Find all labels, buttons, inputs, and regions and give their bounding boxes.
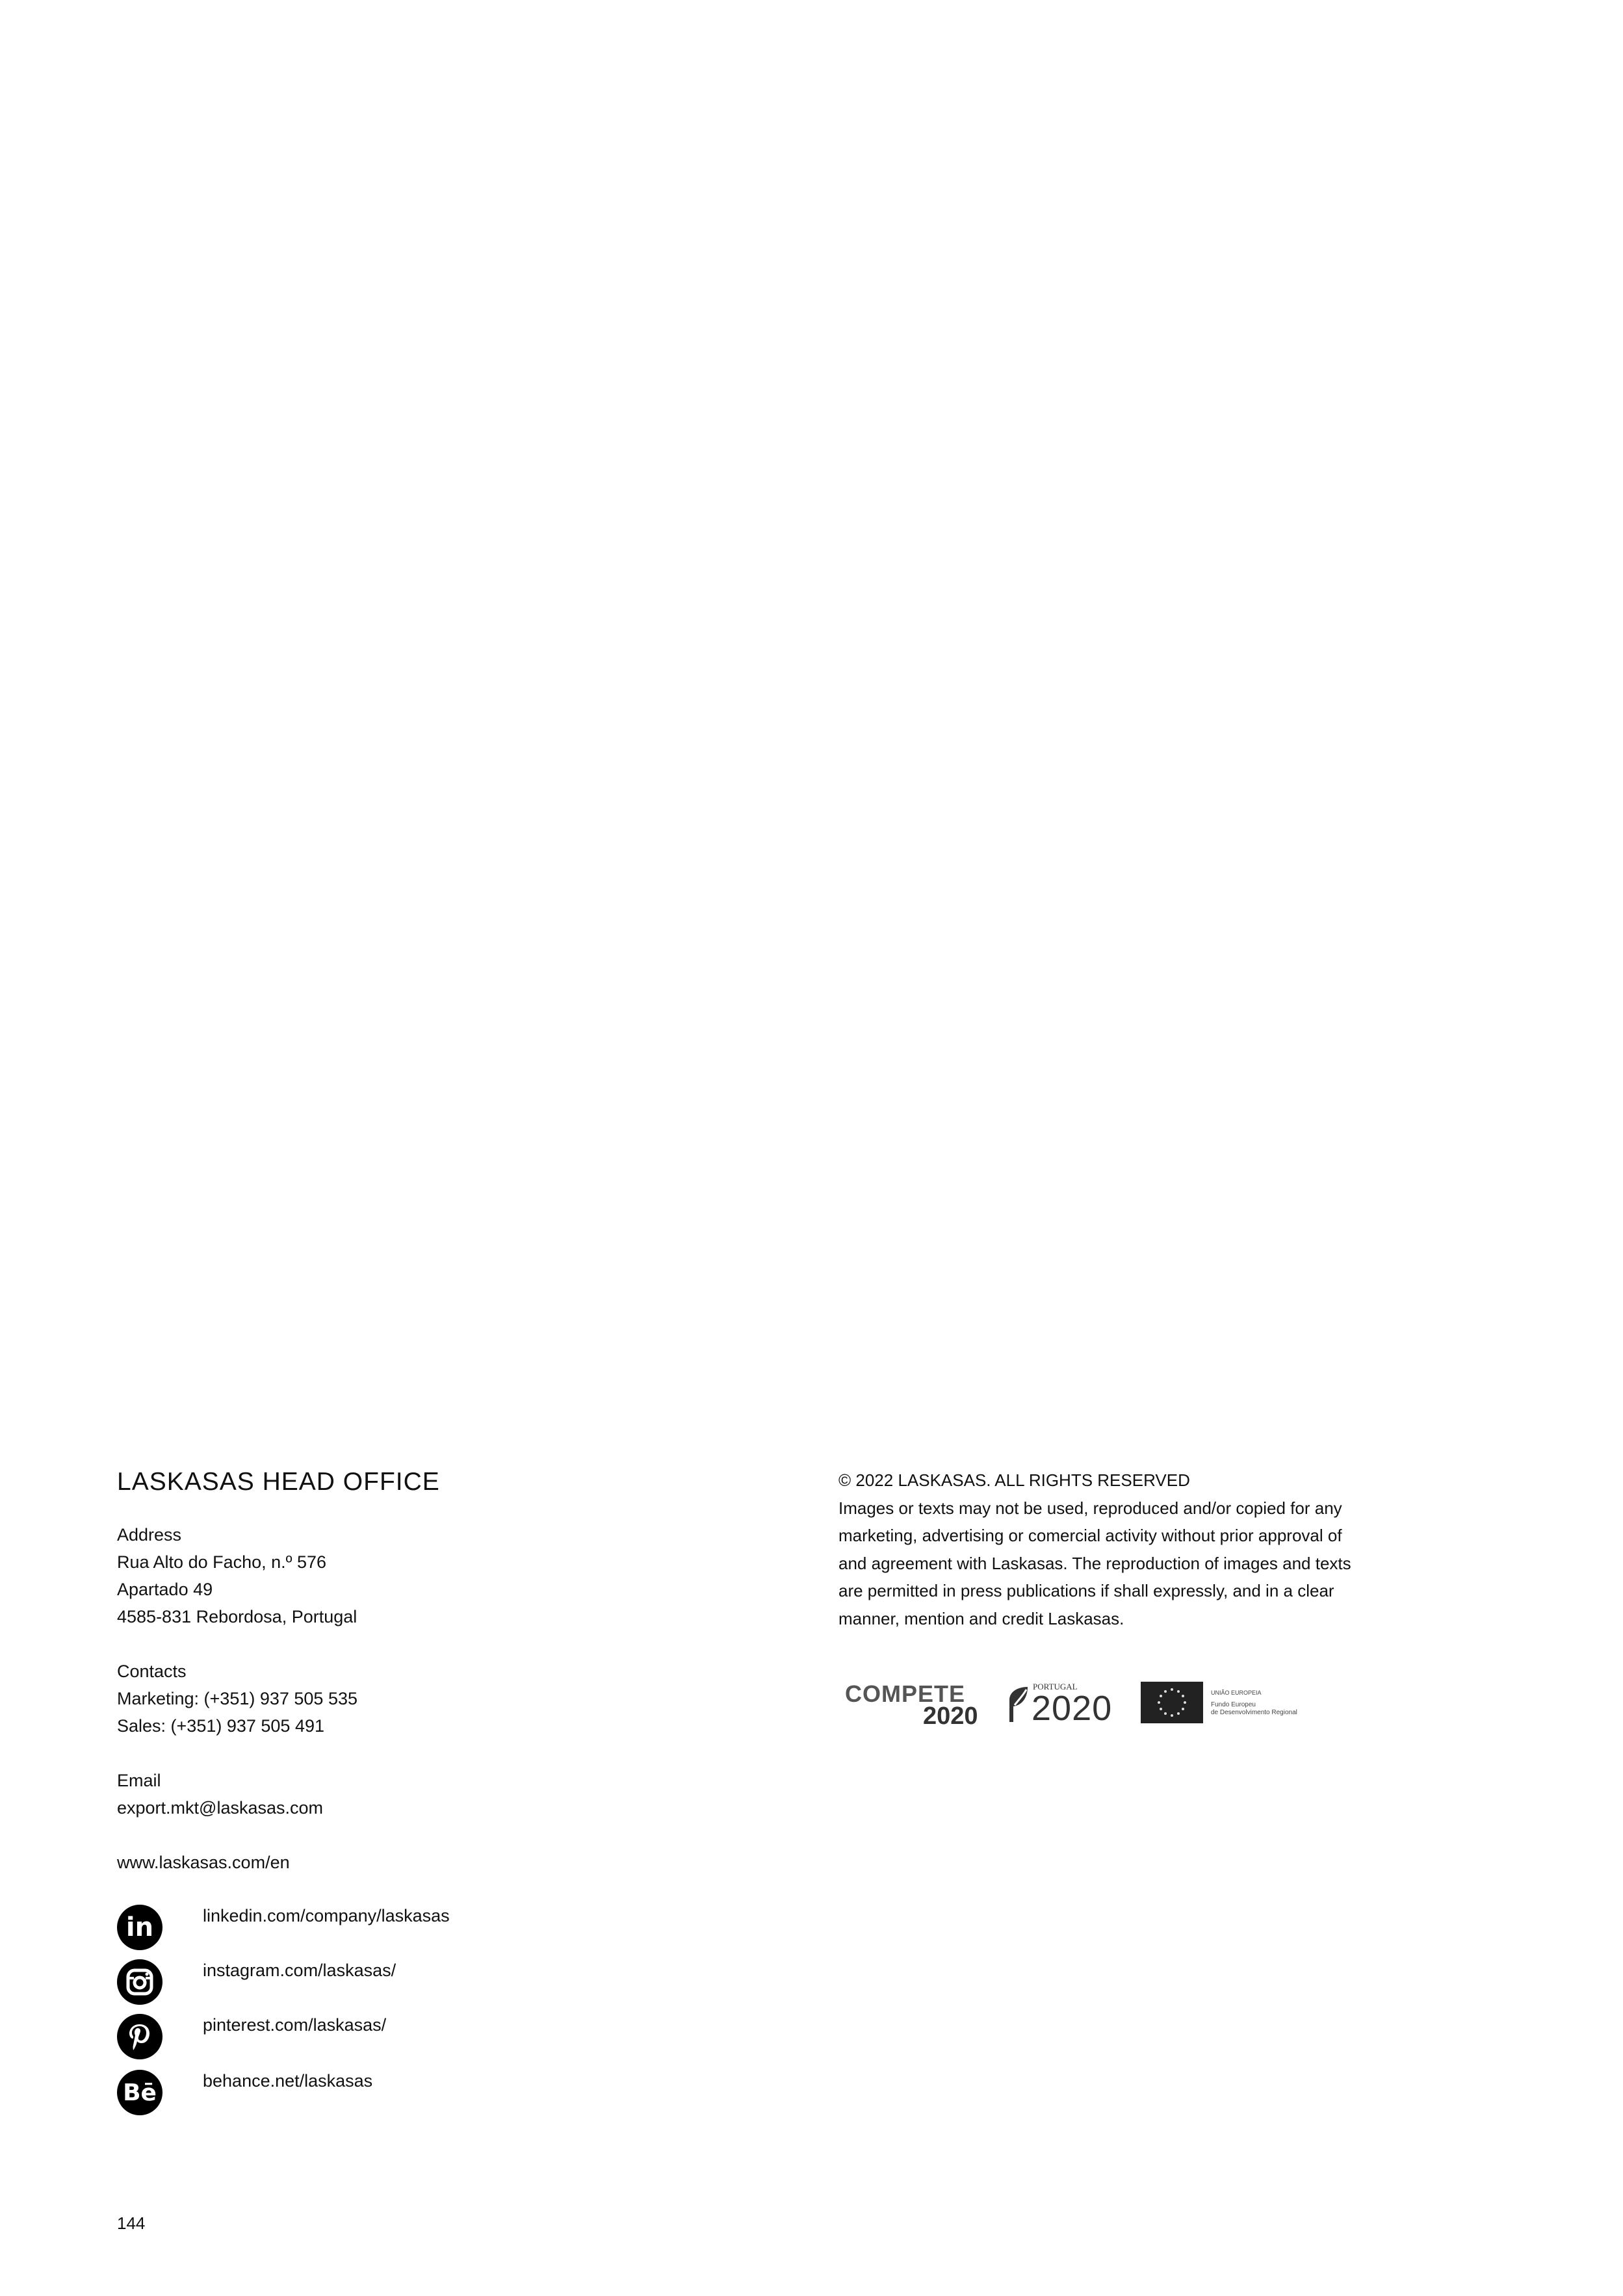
copyright: © 2022 LASKASAS. ALL RIGHTS RESERVED — [838, 1470, 1190, 1490]
eu-flag-icon — [1141, 1682, 1203, 1723]
legal-line: marketing, advertising or comercial activity without prior approval of — [838, 1526, 1342, 1545]
portugal-2020-logo: PORTUGAL 2020 — [1004, 1680, 1128, 1732]
portugal-leaf-icon — [1004, 1686, 1030, 1723]
email-label: Email — [117, 1771, 161, 1790]
marketing-phone: Marketing: (+351) 937 505 535 — [117, 1689, 357, 1708]
social-link[interactable]: behance.net/laskasas — [203, 2071, 373, 2091]
website-link[interactable]: www.laskasas.com/en — [117, 1853, 290, 1872]
page-number: 144 — [117, 2213, 146, 2233]
sales-phone: Sales: (+351) 937 505 491 — [117, 1716, 324, 1736]
instagram-icon — [117, 1959, 162, 2005]
legal-line: manner, mention and credit Laskasas. — [838, 1608, 1124, 1628]
legal-notice — [838, 1467, 1462, 1632]
social-behance[interactable] — [117, 2070, 572, 2117]
social-link[interactable]: instagram.com/laskasas/ — [203, 1961, 396, 1980]
contacts-label: Contacts — [117, 1662, 187, 1681]
address-line: Rua Alto do Facho, n.º 576 — [117, 1552, 327, 1572]
compete-2020-logo: COMPETE 2020 — [845, 1680, 978, 1730]
legal-line: and agreement with Laskasas. The reproduction of images and texts — [838, 1553, 1351, 1573]
pinterest-icon — [117, 2014, 162, 2059]
social-instagram[interactable] — [117, 1959, 572, 2006]
social-link[interactable]: linkedin.com/company/laskasas — [203, 1906, 450, 1925]
social-linkedin[interactable] — [117, 1905, 572, 1951]
legal-line: are permitted in press publications if shall expressly, and in a clear — [838, 1581, 1334, 1600]
address-line: Apartado 49 — [117, 1580, 213, 1599]
eu-fund-logo: UNIÃO EUROPEIA Fundo Europeu de Desenvolvimento Regional — [1141, 1680, 1326, 1732]
social-pinterest[interactable] — [117, 2014, 572, 2061]
office-title: LASKASAS HEAD OFFICE — [117, 1468, 440, 1496]
email-link[interactable]: export.mkt@laskasas.com — [117, 1798, 323, 1818]
behance-icon: Bē — [117, 2070, 162, 2115]
funding-logos — [845, 1680, 1326, 1732]
social-link[interactable]: pinterest.com/laskasas/ — [203, 2015, 387, 2035]
linkedin-icon: in — [117, 1905, 162, 1950]
legal-line: Images or texts may not be used, reproduced and/or copied for any — [838, 1498, 1342, 1518]
address-label: Address — [117, 1525, 182, 1545]
address-line: 4585-831 Rebordosa, Portugal — [117, 1607, 357, 1626]
